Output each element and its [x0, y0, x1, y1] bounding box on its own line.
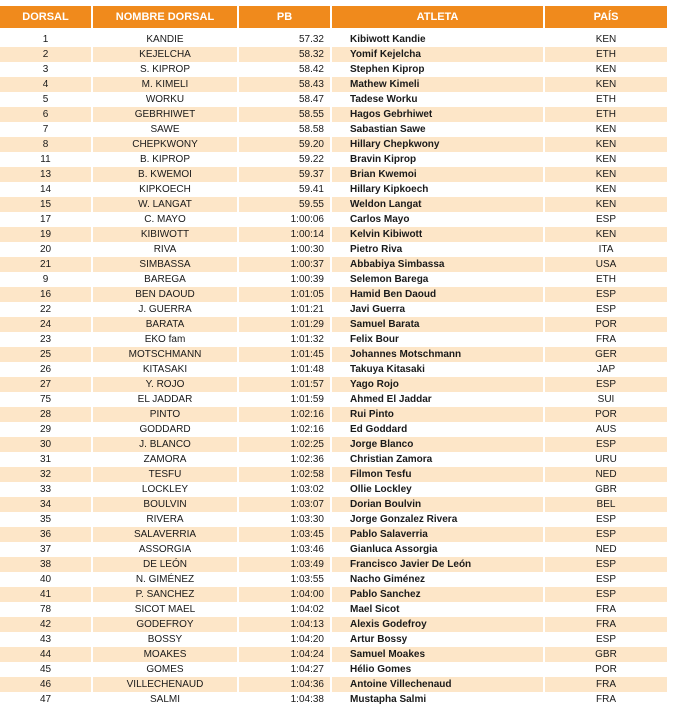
table-row	[0, 242, 667, 257]
cell-pais: ESP	[595, 574, 616, 585]
cell-dorsal: 29	[0, 422, 93, 437]
table-row	[0, 347, 667, 362]
cell-nombre-dorsal: B. KIPROP	[93, 152, 239, 167]
header-dorsal[interactable]: DORSAL	[0, 6, 93, 28]
cell-dorsal: 33	[0, 482, 93, 497]
cell-dorsal: 1	[0, 32, 93, 47]
cell-pais: ETH	[596, 274, 616, 285]
cell-pb: 1:03:55	[239, 572, 332, 587]
cell-atleta: Samuel Moakes	[332, 647, 545, 662]
cell-atleta: Ahmed El Jaddar	[332, 392, 545, 407]
table-row	[0, 602, 667, 617]
cell-pais: KEN	[545, 137, 667, 152]
cell-pais: KEN	[545, 77, 667, 92]
cell-atleta: Abbabiya Simbassa	[332, 257, 545, 272]
cell-nombre-dorsal: M. KIMELI	[93, 77, 239, 92]
table-body	[0, 32, 667, 707]
cell-dorsal: 40	[0, 572, 93, 587]
cell-pais: NED	[545, 467, 667, 482]
cell-dorsal: 34	[0, 497, 93, 512]
table-row	[0, 317, 667, 332]
cell-pb: 58.58	[239, 122, 332, 137]
table-row	[0, 437, 667, 452]
table-row	[0, 287, 667, 302]
cell-pais: URU	[595, 454, 617, 465]
table-row	[0, 542, 667, 557]
cell-atleta: Selemon Barega	[332, 272, 545, 287]
table-row	[0, 557, 667, 572]
cell-dorsal: 24	[0, 317, 93, 332]
table-row	[0, 392, 667, 407]
header-pais[interactable]: PAÍS	[545, 6, 667, 28]
table-row	[0, 257, 667, 272]
cell-nombre-dorsal: CHEPKWONY	[93, 137, 239, 152]
cell-dorsal: 22	[0, 302, 93, 317]
cell-pb: 59.22	[239, 152, 332, 167]
cell-pb: 59.37	[239, 167, 332, 182]
table-row	[0, 302, 667, 317]
cell-nombre-dorsal: WORKU	[93, 92, 239, 107]
cell-pb: 1:04:20	[239, 632, 332, 647]
cell-nombre-dorsal: RIVA	[93, 242, 239, 257]
cell-nombre-dorsal: N. GIMÉNEZ	[93, 572, 239, 587]
cell-atleta: Ollie Lockley	[332, 482, 545, 497]
cell-atleta: Nacho Giménez	[332, 572, 545, 587]
cell-nombre-dorsal: BARATA	[93, 317, 239, 332]
cell-pais: ESP	[545, 557, 667, 572]
cell-nombre-dorsal: ZAMORA	[93, 452, 239, 467]
table-row	[0, 152, 667, 167]
cell-pais: ESP	[595, 514, 616, 525]
cell-dorsal: 47	[0, 692, 93, 707]
cell-nombre-dorsal: EL JADDAR	[93, 392, 239, 407]
cell-pais: ETH	[545, 47, 667, 62]
header-pb[interactable]: PB	[239, 6, 332, 28]
table-row	[0, 632, 667, 647]
cell-pais: FRA	[545, 677, 667, 692]
cell-dorsal: 44	[0, 647, 93, 662]
cell-pb: 1:01:21	[239, 302, 332, 317]
cell-dorsal: 26	[0, 362, 93, 377]
cell-atleta: Takuya Kitasaki	[332, 362, 545, 377]
cell-atleta: Weldon Langat	[332, 197, 545, 212]
table-row	[0, 662, 667, 677]
athlete-table	[0, 6, 667, 707]
table-row	[0, 332, 667, 347]
table-row	[0, 677, 667, 692]
cell-pb: 1:00:30	[239, 242, 332, 257]
cell-pb: 1:03:02	[239, 482, 332, 497]
cell-pais: ESP	[595, 304, 616, 315]
cell-pais: KEN	[595, 64, 617, 75]
table-row	[0, 32, 667, 47]
cell-nombre-dorsal: BEN DAOUD	[93, 287, 239, 302]
cell-atleta: Pietro Riva	[332, 242, 545, 257]
cell-nombre-dorsal: SAWE	[93, 122, 239, 137]
cell-pb: 1:03:49	[239, 557, 332, 572]
cell-pais: FRA	[596, 694, 616, 705]
cell-atleta: Hagos Gebrhiwet	[332, 107, 545, 122]
cell-pb: 1:04:00	[239, 587, 332, 602]
cell-atleta: Hillary Chepkwony	[332, 137, 545, 152]
table-row	[0, 692, 667, 707]
cell-dorsal: 42	[0, 617, 93, 632]
cell-pb: 1:04:24	[239, 647, 332, 662]
cell-pb: 1:04:02	[239, 602, 332, 617]
cell-pais: KEN	[595, 124, 617, 135]
cell-pais: KEN	[545, 197, 667, 212]
cell-nombre-dorsal: GODDARD	[93, 422, 239, 437]
cell-pb: 1:03:30	[239, 512, 332, 527]
cell-atleta: Hamid Ben Daoud	[332, 287, 545, 302]
cell-atleta: Yomif Kejelcha	[332, 47, 545, 62]
cell-pais: POR	[545, 407, 667, 422]
cell-dorsal: 75	[0, 392, 93, 407]
cell-pb: 1:04:13	[239, 617, 332, 632]
cell-dorsal: 6	[0, 107, 93, 122]
cell-pais: ETH	[545, 107, 667, 122]
cell-atleta: Dorian Boulvin	[332, 497, 545, 512]
cell-nombre-dorsal: J. BLANCO	[93, 437, 239, 452]
cell-pb: 58.55	[239, 107, 332, 122]
cell-pais: ESP	[545, 527, 667, 542]
cell-atleta: Felix Bour	[332, 332, 545, 347]
cell-nombre-dorsal: SALMI	[93, 692, 239, 707]
cell-nombre-dorsal: BOULVIN	[93, 497, 239, 512]
cell-atleta: Bravin Kiprop	[332, 152, 545, 167]
cell-nombre-dorsal: LOCKLEY	[93, 482, 239, 497]
cell-pb: 57.32	[239, 32, 332, 47]
cell-atleta: Yago Rojo	[332, 377, 545, 392]
cell-atleta: Hillary Kipkoech	[332, 182, 545, 197]
cell-pb: 1:01:48	[239, 362, 332, 377]
cell-dorsal: 78	[0, 602, 93, 617]
table-row	[0, 47, 667, 62]
cell-nombre-dorsal: GEBRHIWET	[93, 107, 239, 122]
cell-pb: 1:04:36	[239, 677, 332, 692]
cell-nombre-dorsal: C. MAYO	[93, 212, 239, 227]
cell-pais: KEN	[595, 154, 617, 165]
table-header-row	[0, 6, 667, 28]
cell-dorsal: 41	[0, 587, 93, 602]
cell-pais: KEN	[595, 34, 617, 45]
cell-dorsal: 2	[0, 47, 93, 62]
cell-pb: 1:03:45	[239, 527, 332, 542]
cell-atleta: Javi Guerra	[332, 302, 545, 317]
cell-pb: 1:02:25	[239, 437, 332, 452]
cell-nombre-dorsal: Y. ROJO	[93, 377, 239, 392]
cell-pais: GER	[545, 347, 667, 362]
cell-nombre-dorsal: W. LANGAT	[93, 197, 239, 212]
cell-pais: ESP	[545, 377, 667, 392]
header-nombre-dorsal[interactable]: NOMBRE DORSAL	[93, 6, 239, 28]
cell-atleta: Pablo Sanchez	[332, 587, 545, 602]
cell-atleta: Gianluca Assorgia	[332, 542, 545, 557]
cell-atleta: Mathew Kimeli	[332, 77, 545, 92]
cell-nombre-dorsal: GODEFROY	[93, 617, 239, 632]
cell-pb: 1:04:27	[239, 662, 332, 677]
table-row	[0, 587, 667, 602]
cell-nombre-dorsal: B. KWEMOI	[93, 167, 239, 182]
cell-nombre-dorsal: S. KIPROP	[93, 62, 239, 77]
table-row	[0, 362, 667, 377]
cell-pais: NED	[595, 544, 617, 555]
cell-atleta: Jorge Gonzalez Rivera	[332, 512, 545, 527]
cell-nombre-dorsal: BOSSY	[93, 632, 239, 647]
cell-dorsal: 13	[0, 167, 93, 182]
cell-pb: 58.47	[239, 92, 332, 107]
cell-nombre-dorsal: J. GUERRA	[93, 302, 239, 317]
cell-dorsal: 20	[0, 242, 93, 257]
cell-atleta: Francisco Javier De León	[332, 557, 545, 572]
cell-pb: 1:01:05	[239, 287, 332, 302]
cell-nombre-dorsal: DE LEÓN	[93, 557, 239, 572]
table-row	[0, 407, 667, 422]
table-row	[0, 572, 667, 587]
table-row	[0, 527, 667, 542]
cell-pb: 1:01:45	[239, 347, 332, 362]
table-row	[0, 107, 667, 122]
cell-pais: ESP	[595, 634, 616, 645]
cell-dorsal: 5	[0, 92, 93, 107]
cell-pais: FRA	[545, 617, 667, 632]
cell-nombre-dorsal: KEJELCHA	[93, 47, 239, 62]
cell-pais: GBR	[595, 484, 617, 495]
cell-pais: ESP	[545, 437, 667, 452]
cell-pb: 58.42	[239, 62, 332, 77]
cell-dorsal: 8	[0, 137, 93, 152]
cell-nombre-dorsal: BAREGA	[93, 272, 239, 287]
cell-pais: USA	[545, 257, 667, 272]
cell-atleta: Mael Sicot	[332, 602, 545, 617]
cell-pais: ETH	[596, 94, 616, 105]
cell-pais: GBR	[545, 647, 667, 662]
table-row	[0, 482, 667, 497]
cell-dorsal: 9	[0, 272, 93, 287]
table-row	[0, 137, 667, 152]
cell-dorsal: 17	[0, 212, 93, 227]
cell-pais: ITA	[598, 244, 614, 255]
cell-dorsal: 46	[0, 677, 93, 692]
cell-nombre-dorsal: MOAKES	[93, 647, 239, 662]
cell-atleta: Jorge Blanco	[332, 437, 545, 452]
cell-dorsal: 19	[0, 227, 93, 242]
cell-atleta: Kibiwott Kandie	[332, 32, 545, 47]
cell-atleta: Pablo Salaverria	[332, 527, 545, 542]
cell-atleta: Stephen Kiprop	[332, 62, 545, 77]
cell-pb: 1:02:16	[239, 407, 332, 422]
table-row	[0, 122, 667, 137]
table-row	[0, 422, 667, 437]
cell-pb: 1:00:14	[239, 227, 332, 242]
cell-pais: JAP	[596, 364, 616, 375]
cell-atleta: Rui Pinto	[332, 407, 545, 422]
cell-nombre-dorsal: SICOT MAEL	[93, 602, 239, 617]
cell-dorsal: 32	[0, 467, 93, 482]
table-row	[0, 497, 667, 512]
cell-dorsal: 21	[0, 257, 93, 272]
cell-pb: 59.41	[239, 182, 332, 197]
cell-dorsal: 35	[0, 512, 93, 527]
cell-pb: 1:03:07	[239, 497, 332, 512]
header-atleta[interactable]: ATLETA	[332, 6, 545, 28]
cell-dorsal: 14	[0, 182, 93, 197]
cell-nombre-dorsal: RIVERA	[93, 512, 239, 527]
table-row	[0, 77, 667, 92]
cell-pais: BEL	[545, 497, 667, 512]
cell-atleta: Alexis Godefroy	[332, 617, 545, 632]
table-row	[0, 212, 667, 227]
table-row	[0, 227, 667, 242]
cell-dorsal: 7	[0, 122, 93, 137]
table-row	[0, 452, 667, 467]
cell-atleta: Hélio Gomes	[332, 662, 545, 677]
cell-pb: 1:00:06	[239, 212, 332, 227]
cell-atleta: Sabastian Sawe	[332, 122, 545, 137]
cell-pais: FRA	[596, 604, 616, 615]
cell-atleta: Antoine Villechenaud	[332, 677, 545, 692]
cell-dorsal: 27	[0, 377, 93, 392]
cell-atleta: Artur Bossy	[332, 632, 545, 647]
table-row	[0, 377, 667, 392]
cell-nombre-dorsal: PINTO	[93, 407, 239, 422]
cell-atleta: Johannes Motschmann	[332, 347, 545, 362]
cell-pb: 58.32	[239, 47, 332, 62]
table-row	[0, 197, 667, 212]
cell-dorsal: 31	[0, 452, 93, 467]
cell-nombre-dorsal: ASSORGIA	[93, 542, 239, 557]
table-row	[0, 182, 667, 197]
cell-pb: 1:02:36	[239, 452, 332, 467]
cell-dorsal: 36	[0, 527, 93, 542]
cell-atleta: Christian Zamora	[332, 452, 545, 467]
cell-atleta: Kelvin Kibiwott	[332, 227, 545, 242]
table-row	[0, 512, 667, 527]
cell-dorsal: 30	[0, 437, 93, 452]
cell-dorsal: 28	[0, 407, 93, 422]
cell-pb: 1:02:58	[239, 467, 332, 482]
cell-dorsal: 4	[0, 77, 93, 92]
table-row	[0, 647, 667, 662]
cell-pb: 1:01:57	[239, 377, 332, 392]
cell-pb: 1:00:39	[239, 272, 332, 287]
cell-pais: ESP	[545, 587, 667, 602]
cell-nombre-dorsal: SALAVERRIA	[93, 527, 239, 542]
cell-nombre-dorsal: MOTSCHMANN	[93, 347, 239, 362]
cell-dorsal: 38	[0, 557, 93, 572]
cell-nombre-dorsal: P. SANCHEZ	[93, 587, 239, 602]
cell-atleta: Ed Goddard	[332, 422, 545, 437]
cell-pais: POR	[545, 317, 667, 332]
table-row	[0, 272, 667, 287]
cell-atleta: Filmon Tesfu	[332, 467, 545, 482]
cell-pb: 1:01:29	[239, 317, 332, 332]
cell-nombre-dorsal: SIMBASSA	[93, 257, 239, 272]
cell-pais: ESP	[595, 214, 616, 225]
cell-nombre-dorsal: KIPKOECH	[93, 182, 239, 197]
cell-atleta: Samuel Barata	[332, 317, 545, 332]
cell-nombre-dorsal: KANDIE	[93, 32, 239, 47]
cell-dorsal: 37	[0, 542, 93, 557]
athlete-table-container	[0, 6, 667, 707]
cell-pais: FRA	[596, 334, 616, 345]
cell-pais: ESP	[545, 287, 667, 302]
cell-pais: SUI	[597, 394, 615, 405]
cell-atleta: Carlos Mayo	[332, 212, 545, 227]
table-row	[0, 167, 667, 182]
cell-pb: 1:01:32	[239, 332, 332, 347]
cell-nombre-dorsal: EKO fam	[93, 332, 239, 347]
cell-dorsal: 43	[0, 632, 93, 647]
cell-dorsal: 23	[0, 332, 93, 347]
cell-pais: POR	[595, 664, 617, 675]
cell-dorsal: 16	[0, 287, 93, 302]
cell-pb: 1:01:59	[239, 392, 332, 407]
table-row	[0, 62, 667, 77]
table-row	[0, 467, 667, 482]
cell-pais: KEN	[545, 167, 667, 182]
cell-dorsal: 25	[0, 347, 93, 362]
table-row	[0, 617, 667, 632]
cell-pb: 58.43	[239, 77, 332, 92]
cell-dorsal: 45	[0, 662, 93, 677]
cell-atleta: Brian Kwemoi	[332, 167, 545, 182]
cell-pb: 59.20	[239, 137, 332, 152]
cell-dorsal: 11	[0, 152, 93, 167]
cell-dorsal: 15	[0, 197, 93, 212]
cell-pais: AUS	[595, 424, 617, 435]
cell-atleta: Tadese Worku	[332, 92, 545, 107]
table-row	[0, 92, 667, 107]
cell-pb: 1:02:16	[239, 422, 332, 437]
cell-nombre-dorsal: KIBIWOTT	[93, 227, 239, 242]
cell-pb: 1:00:37	[239, 257, 332, 272]
cell-pb: 59.55	[239, 197, 332, 212]
cell-atleta: Mustapha Salmi	[332, 692, 545, 707]
cell-nombre-dorsal: KITASAKI	[93, 362, 239, 377]
cell-nombre-dorsal: GOMES	[93, 662, 239, 677]
cell-pb: 1:03:46	[239, 542, 332, 557]
cell-nombre-dorsal: TESFU	[93, 467, 239, 482]
cell-nombre-dorsal: VILLECHENAUD	[93, 677, 239, 692]
cell-pb: 1:04:38	[239, 692, 332, 707]
cell-pais: KEN	[545, 227, 667, 242]
cell-dorsal: 3	[0, 62, 93, 77]
cell-pais: KEN	[595, 184, 617, 195]
